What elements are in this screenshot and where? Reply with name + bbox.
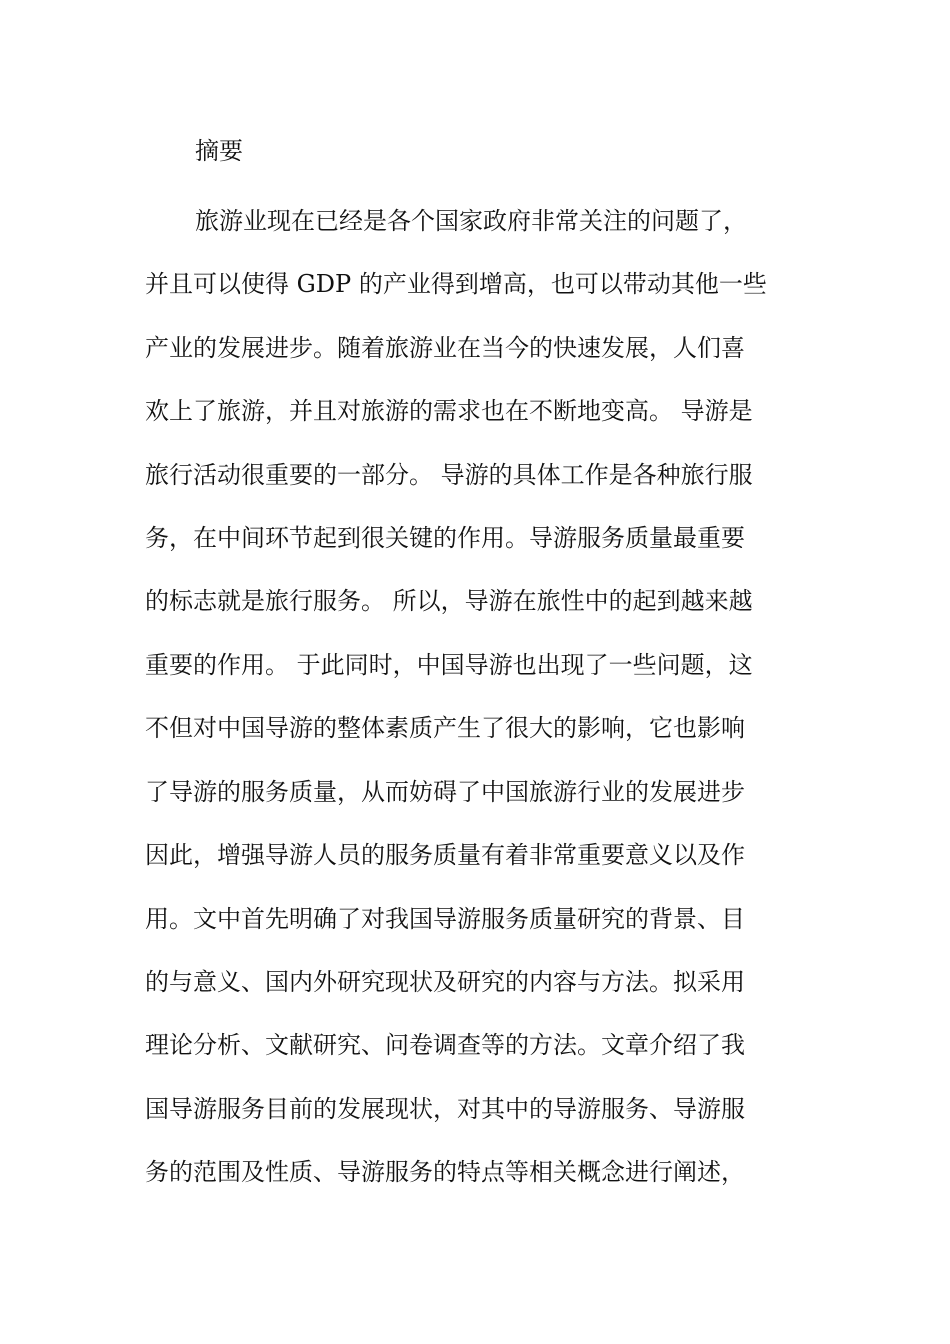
paragraph-line: 用。文中首先明确了对我国导游服务质量研究的背景、目 [145,905,745,933]
paragraph-line: 理论分析、文献研究、问卷调查等的方法。文章介绍了我 [145,1031,745,1059]
paragraph-line: 重要的作用。 于此同时，中国导游也出现了一些问题，这 [145,651,753,679]
paragraph-line: 务，在中间环节起到很关键的作用。导游服务质量最重要 [145,524,745,552]
abstract-heading: 摘要 [195,137,243,165]
paragraph-line: 的标志就是旅行服务。 所以，导游在旅性中的起到越来越 [145,587,753,615]
paragraph-line: 了导游的服务质量，从而妨碍了中国旅游行业的发展进步 [145,778,745,806]
paragraph-line: 旅行活动很重要的一部分。 导游的具体工作是各种旅行服 [145,461,753,489]
paragraph-line: 产业的发展进步。随着旅游业在当今的快速发展，人们喜 [145,334,745,362]
paragraph-line: 务的范围及性质、导游服务的特点等相关概念进行阐述， [145,1158,745,1186]
paragraph-line: 的与意义、国内外研究现状及研究的内容与方法。拟采用 [145,968,745,996]
paragraph-line: 并且可以使得 GDP 的产业得到增高，也可以带动其他一些 [145,270,767,298]
paragraph-line: 国导游服务目前的发展现状，对其中的导游服务、导游服 [145,1095,745,1123]
paragraph-line: 欢上了旅游，并且对旅游的需求也在不断地变高。 导游是 [145,397,753,425]
paragraph-line: 因此，增强导游人员的服务质量有着非常重要意义以及作 [145,841,745,869]
paragraph-line: 不但对中国导游的整体素质产生了很大的影响，它也影响 [145,714,745,742]
paragraph-line: 旅游业现在已经是各个国家政府非常关注的问题了， [195,207,747,235]
